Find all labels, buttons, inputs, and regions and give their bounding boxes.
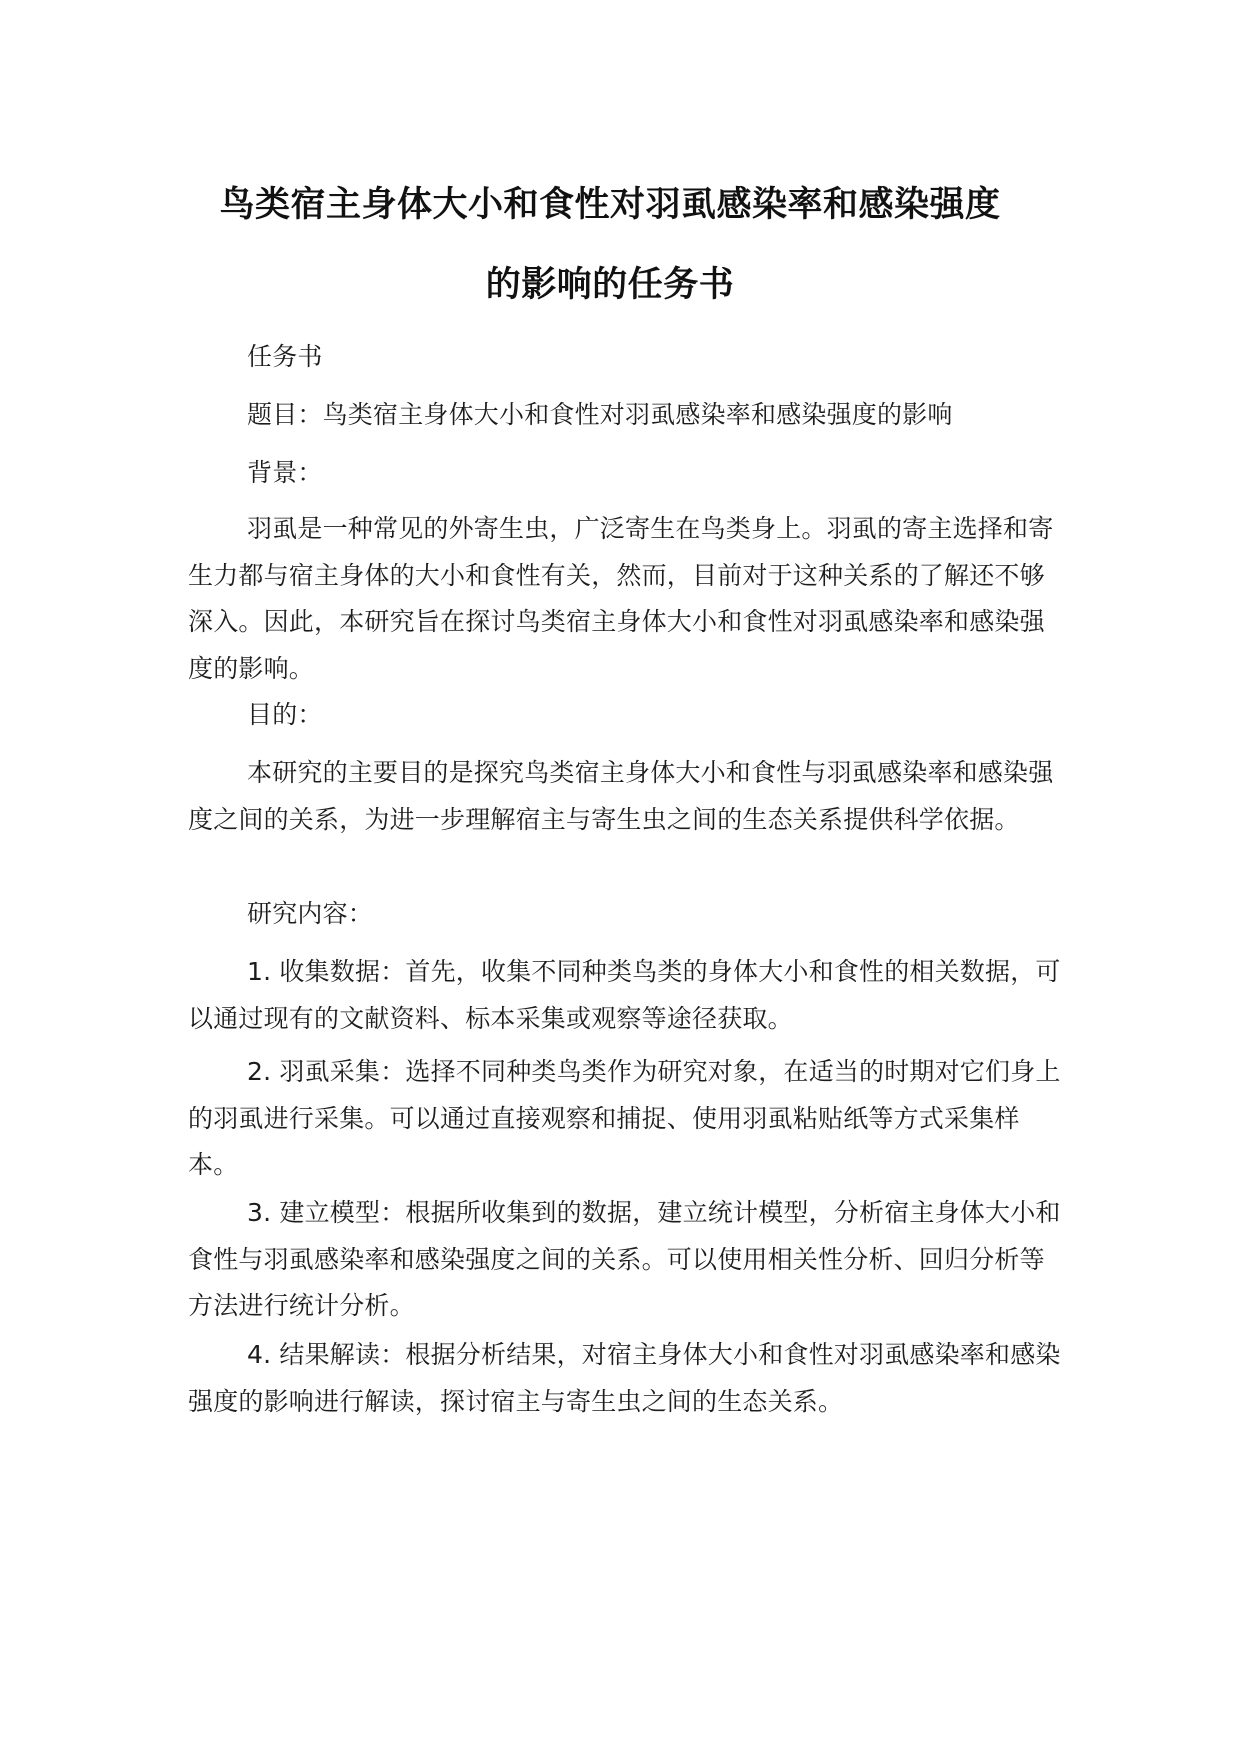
content-item-2: 2. 羽虱采集：选择不同种类鸟类作为研究对象，在适当的时期对它们身上的羽虱进行采集。可以通过直接观察和捕捉、使用羽虱粘贴纸等方式采集样本。 bbox=[188, 1057, 1061, 1179]
document-title-line-1: 鸟类宿主身体大小和食性对羽虱感染率和感染强度 bbox=[219, 185, 1001, 225]
content-heading: 研究内容： bbox=[247, 899, 374, 928]
topic-line: 题目：鸟类宿主身体大小和食性对羽虱感染率和感染强度的影响 bbox=[247, 400, 953, 429]
background-heading: 背景： bbox=[247, 458, 323, 487]
purpose-paragraph: 本研究的主要目的是探究鸟类宿主身体大小和食性与羽虱感染率和感染强度之间的关系，为进一步理解宿主与寄生虫之间的生态关系提供科学依据。 bbox=[188, 758, 1054, 834]
content-item-1: 1. 收集数据：首先，收集不同种类鸟类的身体大小和食性的相关数据，可以通过现有的文献资料、标本采集或观察等途径获取。 bbox=[188, 957, 1061, 1033]
background-paragraph: 羽虱是一种常见的外寄生虫，广泛寄生在鸟类身上。羽虱的寄主选择和寄生力都与宿主身体的大小和食性有关，然而，目前对于这种关系的了解还不够深入。因此，本研究旨在探讨鸟类宿主身体大小和食性对羽虱感染率和感染强度的影响。 bbox=[188, 514, 1054, 683]
document-title-line-2: 的影响的任务书 bbox=[485, 265, 735, 305]
content-item-3: 3. 建立模型：根据所收集到的数据，建立统计模型，分析宿主身体大小和食性与羽虱感染率和感染强度之间的关系。可以使用相关性分析、回归分析等方法进行统计分析。 bbox=[188, 1198, 1061, 1320]
task-heading: 任务书 bbox=[247, 342, 323, 371]
purpose-heading: 目的： bbox=[247, 700, 323, 729]
content-item-4: 4. 结果解读：根据分析结果，对宿主身体大小和食性对羽虱感染率和感染强度的影响进行解读，探讨宿主与寄生虫之间的生态关系。 bbox=[188, 1340, 1061, 1416]
